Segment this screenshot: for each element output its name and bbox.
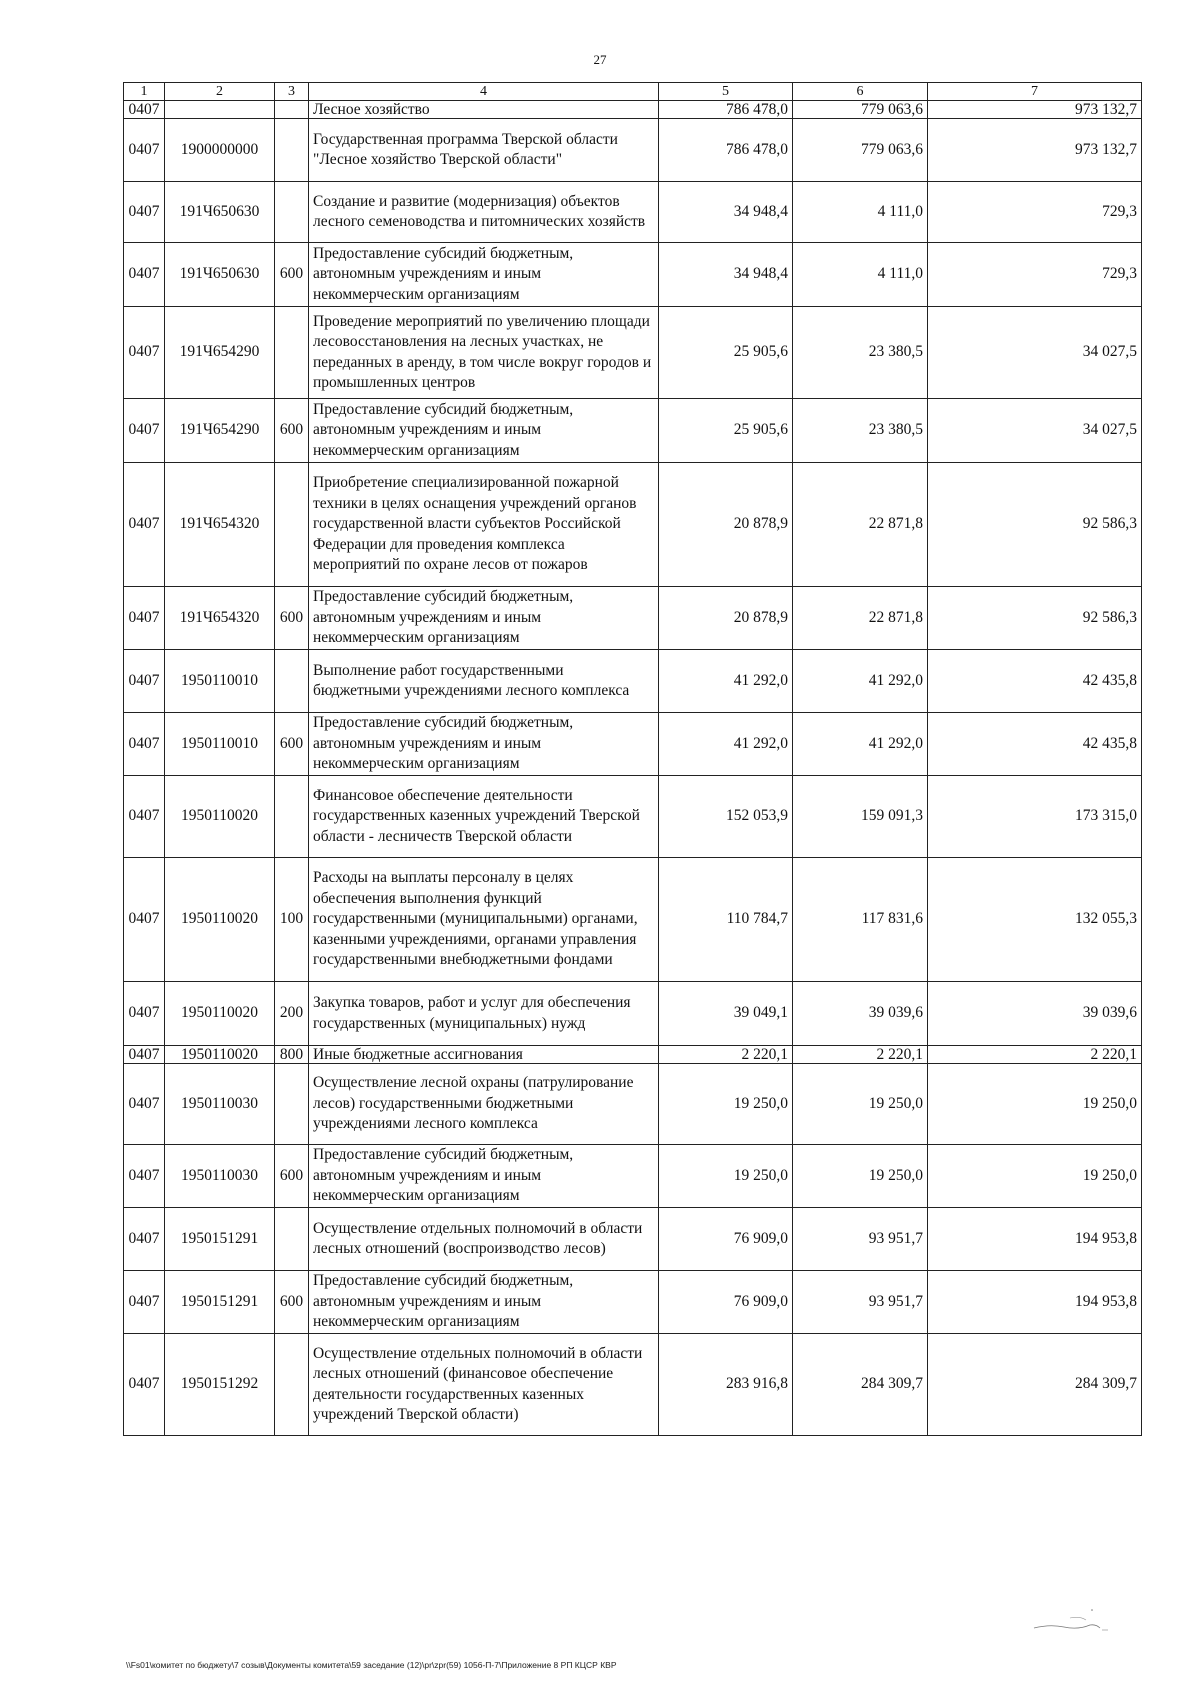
target-article-cell: 191Ч654290 (165, 307, 275, 399)
section-code-cell: 0407 (124, 713, 165, 776)
expense-type-cell: 800 (275, 1046, 309, 1064)
section-code-cell: 0407 (124, 182, 165, 243)
header-row (124, 83, 1142, 101)
target-article-cell: 1950110020 (165, 858, 275, 982)
table-row (124, 243, 1142, 307)
section-code-cell: 0407 (124, 982, 165, 1046)
target-article-cell: 1950151291 (165, 1208, 275, 1271)
description-cell: Лесное хозяйство (309, 101, 659, 119)
amount-col6-cell: 23 380,5 (793, 307, 928, 399)
target-article-cell: 1950110030 (165, 1145, 275, 1208)
section-code-cell: 0407 (124, 1334, 165, 1436)
table-row (124, 587, 1142, 650)
description-cell: Выполнение работ государственными бюджетными учреждениями лесного комплекса (309, 650, 659, 713)
table-row (124, 1271, 1142, 1334)
amount-col6-cell: 19 250,0 (793, 1145, 928, 1208)
amount-col7-cell: 42 435,8 (928, 650, 1142, 713)
target-article-cell: 191Ч654290 (165, 399, 275, 463)
amount-col5-cell: 20 878,9 (659, 463, 793, 587)
table-row (124, 1145, 1142, 1208)
amount-col6-cell: 39 039,6 (793, 982, 928, 1046)
target-article-cell: 1950110010 (165, 713, 275, 776)
expense-type-cell: 200 (275, 982, 309, 1046)
table-row (124, 307, 1142, 399)
amount-col7-cell: 173 315,0 (928, 776, 1142, 858)
target-article-cell: 1950110020 (165, 776, 275, 858)
amount-col5-cell: 39 049,1 (659, 982, 793, 1046)
section-code-cell: 0407 (124, 1046, 165, 1064)
amount-col5-cell: 19 250,0 (659, 1145, 793, 1208)
table-row (124, 1208, 1142, 1271)
amount-col5-cell: 76 909,0 (659, 1208, 793, 1271)
description-cell: Осуществление отдельных полномочий в области лесных отношений (воспроизводство лесов) (309, 1208, 659, 1271)
description-cell: Приобретение специализированной пожарной техники в целях оснащения учреждений органов государственной власти субъектов Российской Федерации для проведения комплекса мероприятий по охране лесов от пожаров (309, 463, 659, 587)
section-code-cell: 0407 (124, 1064, 165, 1145)
page-number: 27 (593, 52, 607, 67)
amount-col5-cell: 25 905,6 (659, 399, 793, 463)
table-row (124, 399, 1142, 463)
expense-type-cell: 600 (275, 243, 309, 307)
signature-mark (1030, 1600, 1110, 1640)
expense-type-cell: 600 (275, 399, 309, 463)
target-article-cell: 1950110030 (165, 1064, 275, 1145)
table-row (124, 119, 1142, 182)
expense-type-cell: 600 (275, 1271, 309, 1334)
table-row (124, 650, 1142, 713)
amount-col7-cell: 2 220,1 (928, 1046, 1142, 1064)
table-row (124, 713, 1142, 776)
amount-col5-cell: 786 478,0 (659, 101, 793, 119)
header-col-3: 3 (275, 83, 309, 101)
target-article-cell: 1950110020 (165, 1046, 275, 1064)
amount-col7-cell: 973 132,7 (928, 101, 1142, 119)
target-article-cell: 191Ч654320 (165, 463, 275, 587)
amount-col6-cell: 41 292,0 (793, 650, 928, 713)
target-article-cell (165, 101, 275, 119)
amount-col7-cell: 132 055,3 (928, 858, 1142, 982)
description-cell: Предоставление субсидий бюджетным, автономным учреждениям и иным некоммерческим организациям (309, 1271, 659, 1334)
amount-col5-cell: 41 292,0 (659, 713, 793, 776)
table-row (124, 1334, 1142, 1436)
target-article-cell: 191Ч650630 (165, 182, 275, 243)
expense-type-cell (275, 101, 309, 119)
amount-col5-cell: 283 916,8 (659, 1334, 793, 1436)
table-row (124, 101, 1142, 119)
section-code-cell: 0407 (124, 119, 165, 182)
description-cell: Осуществление отдельных полномочий в области лесных отношений (финансовое обеспечение деятельности государственных казенных учреждений Тверской области) (309, 1334, 659, 1436)
amount-col7-cell: 284 309,7 (928, 1334, 1142, 1436)
amount-col6-cell: 41 292,0 (793, 713, 928, 776)
section-code-cell: 0407 (124, 650, 165, 713)
description-cell: Создание и развитие (модернизация) объектов лесного семеноводства и питомнических хозяйств (309, 182, 659, 243)
amount-col5-cell: 41 292,0 (659, 650, 793, 713)
target-article-cell: 191Ч650630 (165, 243, 275, 307)
section-code-cell: 0407 (124, 587, 165, 650)
amount-col7-cell: 19 250,0 (928, 1145, 1142, 1208)
amount-col7-cell: 34 027,5 (928, 307, 1142, 399)
target-article-cell: 191Ч654320 (165, 587, 275, 650)
amount-col6-cell: 19 250,0 (793, 1064, 928, 1145)
amount-col7-cell: 42 435,8 (928, 713, 1142, 776)
expense-type-cell (275, 1208, 309, 1271)
amount-col7-cell: 729,3 (928, 182, 1142, 243)
target-article-cell: 1900000000 (165, 119, 275, 182)
amount-col7-cell: 34 027,5 (928, 399, 1142, 463)
section-code-cell: 0407 (124, 307, 165, 399)
amount-col6-cell: 2 220,1 (793, 1046, 928, 1064)
description-cell: Предоставление субсидий бюджетным, автономным учреждениям и иным некоммерческим организациям (309, 243, 659, 307)
table-row (124, 982, 1142, 1046)
amount-col7-cell: 39 039,6 (928, 982, 1142, 1046)
description-cell: Расходы на выплаты персоналу в целях обеспечения выполнения функций государственными (муниципальными) органами, казенными учреждениями, органами управления государственными внебюджетными фондами (309, 858, 659, 982)
table-row (124, 1046, 1142, 1064)
amount-col6-cell: 159 091,3 (793, 776, 928, 858)
amount-col7-cell: 194 953,8 (928, 1271, 1142, 1334)
header-col-1: 1 (124, 83, 165, 101)
expense-type-cell (275, 182, 309, 243)
section-code-cell: 0407 (124, 1145, 165, 1208)
amount-col5-cell: 2 220,1 (659, 1046, 793, 1064)
description-cell: Проведение мероприятий по увеличению площади лесовосстановления на лесных участках, не переданных в аренду, в том числе вокруг городов и промышленных центров (309, 307, 659, 399)
amount-col6-cell: 284 309,7 (793, 1334, 928, 1436)
amount-col6-cell: 93 951,7 (793, 1271, 928, 1334)
description-cell: Закупка товаров, работ и услуг для обеспечения государственных (муниципальных) нужд (309, 982, 659, 1046)
header-col-4: 4 (309, 83, 659, 101)
amount-col6-cell: 779 063,6 (793, 119, 928, 182)
amount-col5-cell: 110 784,7 (659, 858, 793, 982)
amount-col5-cell: 786 478,0 (659, 119, 793, 182)
amount-col5-cell: 76 909,0 (659, 1271, 793, 1334)
target-article-cell: 1950110010 (165, 650, 275, 713)
amount-col5-cell: 25 905,6 (659, 307, 793, 399)
section-code-cell: 0407 (124, 1271, 165, 1334)
header-col-7: 7 (928, 83, 1142, 101)
description-cell: Предоставление субсидий бюджетным, автономным учреждениям и иным некоммерческим организациям (309, 587, 659, 650)
expense-type-cell (275, 119, 309, 182)
amount-col7-cell: 92 586,3 (928, 463, 1142, 587)
footer-file-path: \\Fs01\комитет по бюджету\7 созыв\Документы комитета\59 заседание (12)\pr\zpr(59) 1056-П-7\Приложение 8 РП КЦСР КВР (126, 1660, 617, 1670)
amount-col5-cell: 34 948,4 (659, 182, 793, 243)
amount-col5-cell: 152 053,9 (659, 776, 793, 858)
amount-col5-cell: 19 250,0 (659, 1064, 793, 1145)
target-article-cell: 1950110020 (165, 982, 275, 1046)
section-code-cell: 0407 (124, 101, 165, 119)
amount-col6-cell: 117 831,6 (793, 858, 928, 982)
description-cell: Государственная программа Тверской области "Лесное хозяйство Тверской области" (309, 119, 659, 182)
section-code-cell: 0407 (124, 776, 165, 858)
expense-type-cell: 600 (275, 587, 309, 650)
table-row (124, 858, 1142, 982)
amount-col7-cell: 194 953,8 (928, 1208, 1142, 1271)
expense-type-cell (275, 1334, 309, 1436)
amount-col7-cell: 92 586,3 (928, 587, 1142, 650)
amount-col5-cell: 34 948,4 (659, 243, 793, 307)
header-col-6: 6 (793, 83, 928, 101)
description-cell: Предоставление субсидий бюджетным, автономным учреждениям и иным некоммерческим организациям (309, 399, 659, 463)
description-cell: Предоставление субсидий бюджетным, автономным учреждениям и иным некоммерческим организациям (309, 713, 659, 776)
amount-col6-cell: 4 111,0 (793, 243, 928, 307)
expense-type-cell: 100 (275, 858, 309, 982)
description-cell: Осуществление лесной охраны (патрулирование лесов) государственными бюджетными учреждениями лесного комплекса (309, 1064, 659, 1145)
expense-type-cell: 600 (275, 713, 309, 776)
amount-col6-cell: 22 871,8 (793, 587, 928, 650)
expense-type-cell (275, 776, 309, 858)
header-col-2: 2 (165, 83, 275, 101)
amount-col7-cell: 19 250,0 (928, 1064, 1142, 1145)
section-code-cell: 0407 (124, 399, 165, 463)
amount-col6-cell: 93 951,7 (793, 1208, 928, 1271)
amount-col6-cell: 23 380,5 (793, 399, 928, 463)
section-code-cell: 0407 (124, 243, 165, 307)
expense-type-cell: 600 (275, 1145, 309, 1208)
expense-type-cell (275, 1064, 309, 1145)
table-row (124, 182, 1142, 243)
amount-col6-cell: 779 063,6 (793, 101, 928, 119)
expense-type-cell (275, 307, 309, 399)
amount-col6-cell: 4 111,0 (793, 182, 928, 243)
target-article-cell: 1950151292 (165, 1334, 275, 1436)
table-row (124, 776, 1142, 858)
amount-col7-cell: 729,3 (928, 243, 1142, 307)
expense-type-cell (275, 650, 309, 713)
amount-col5-cell: 20 878,9 (659, 587, 793, 650)
budget-table (123, 82, 1142, 1436)
description-cell: Иные бюджетные ассигнования (309, 1046, 659, 1064)
target-article-cell: 1950151291 (165, 1271, 275, 1334)
expense-type-cell (275, 463, 309, 587)
description-cell: Предоставление субсидий бюджетным, автономным учреждениям и иным некоммерческим организациям (309, 1145, 659, 1208)
table-row (124, 463, 1142, 587)
table-row (124, 1064, 1142, 1145)
amount-col6-cell: 22 871,8 (793, 463, 928, 587)
section-code-cell: 0407 (124, 463, 165, 587)
header-col-5: 5 (659, 83, 793, 101)
description-cell: Финансовое обеспечение деятельности государственных казенных учреждений Тверской области - лесничеств Тверской области (309, 776, 659, 858)
section-code-cell: 0407 (124, 1208, 165, 1271)
amount-col7-cell: 973 132,7 (928, 119, 1142, 182)
section-code-cell: 0407 (124, 858, 165, 982)
